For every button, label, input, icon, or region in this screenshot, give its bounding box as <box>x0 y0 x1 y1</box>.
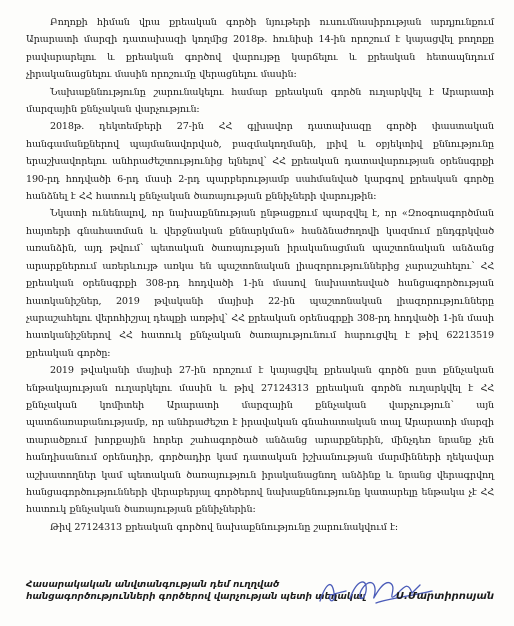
signature-block <box>26 579 496 609</box>
signature-org-line-2: հանցագործությունների գործերով վարչության պետի տեղակալ <box>26 592 366 602</box>
paragraph-5: 2019 թվականի մայիսի 27-ին որոշում է կայացվել քրեական գործն ըստ քննչական ենթակայության ուղարկելու մասին և թիվ 27124313 քրեական գործն ուղարկվել է ՀՀ քննչական կոմիտեի Արարատի մարզային քննչական վարչություն՝ այն պատճառաբանությամբ, որ անհրաժեշտ է իրավական գնահատական տալ Արարատի մարզի տարածքում խորքային հորեր շահագործած անձանց արարքներին, մինչդեռ նրանք չեն հանդիսանում օրենսդիր, գործադիր կամ դատական իշխանության մարմինների ղեկավար աշխատողներ կամ պետական ծառայություն իրականացնող անձինք և նրանց վերագրվող հանցագործությունների վերաբերյալ գործերով նախաքննությունը կատարելը ենթակա չէ ՀՀ հատուկ քննչական ծառայության քննիչներին: <box>26 365 494 516</box>
paragraph-1: Բողոքի հիման վրա քրեական գործի նյութերի ուսումնասիրության արդյունքում Արարատի մարզի դատախազի կողմից 2018թ. հունիսի 14-ին որոշում է կայացվել բողոքը բավարարելու և քրեական գործով վարույթը կարճելու և քրեական հետապնդում չիրականացնելու մասին որոշումը վերացնելու մասին: <box>26 17 494 81</box>
paragraph-4: Նկատի ունենալով, որ նախաքննության ընթացքում պարզվել է, որ «Զոօգոագործման հայտերի գնահատման և վերջնական քննարկման» հանձնաժողովի կազմում ընդգրկված առանձին, այդ թվում՝ պետական ծառայության իրականացման պաշտոնական անձանց արարքներում առերևույթ առկա են պաշտոնական լիազորություններից չարաշահելու՝ ՀՀ քրեական օրենսգրքի 308-րդ հոդվածի 1-ին մասով նախատեսված հանցագործության հատկանիշներ, 2019 թվականի մայիսի 22-ին պաշտոնական լիազորությունները չարաշահելու վերոհիշյալ դեպքի առթիվ՝ ՀՀ քրեական օրենսգրքի 308-րդ հոդվածի 1-ին մասի հատկանիշներով ՀՀ հատուկ քննչական ծառայությունում հարուցվել է թիվ 62213519 քրեական գործը: <box>26 208 494 359</box>
signatory-name: Ս.Մարտիրոսյան <box>395 591 494 602</box>
paragraph-3: 2018թ. դեկտեմբերի 27-ին ՀՀ գլխավոր դատախազը գործի փաստական հանգամանքներով պայմանավորված, բազմակողմանի, լրիվ և օբյեկտիվ քննությունը երաշխավորելու անհրաժեշտությունից ելնելով՝ ՀՀ քրեական դատավարության օրենսգրքի 190-րդ հոդվածի 6-րդ մասի 2-րդ պարբերությամբ սահմանված կարգով քրեական գործը հանձնել է ՀՀ հատուկ քննչական ծառայության քննիչների վարույթին: <box>26 121 494 203</box>
signature-org-line-1: Հասարակական անվտանգության դեմ ուղղված <box>26 580 280 590</box>
paragraph-6: Թիվ 27124313 քրեական գործով նախաքննությունը շարունակվում է: <box>50 521 398 533</box>
paragraph-2: Նախաքննությունը շարունակելու համար քրեական գործն ուղարկվել է Արարատի մարզային քննչական վարչություն: <box>26 86 494 116</box>
